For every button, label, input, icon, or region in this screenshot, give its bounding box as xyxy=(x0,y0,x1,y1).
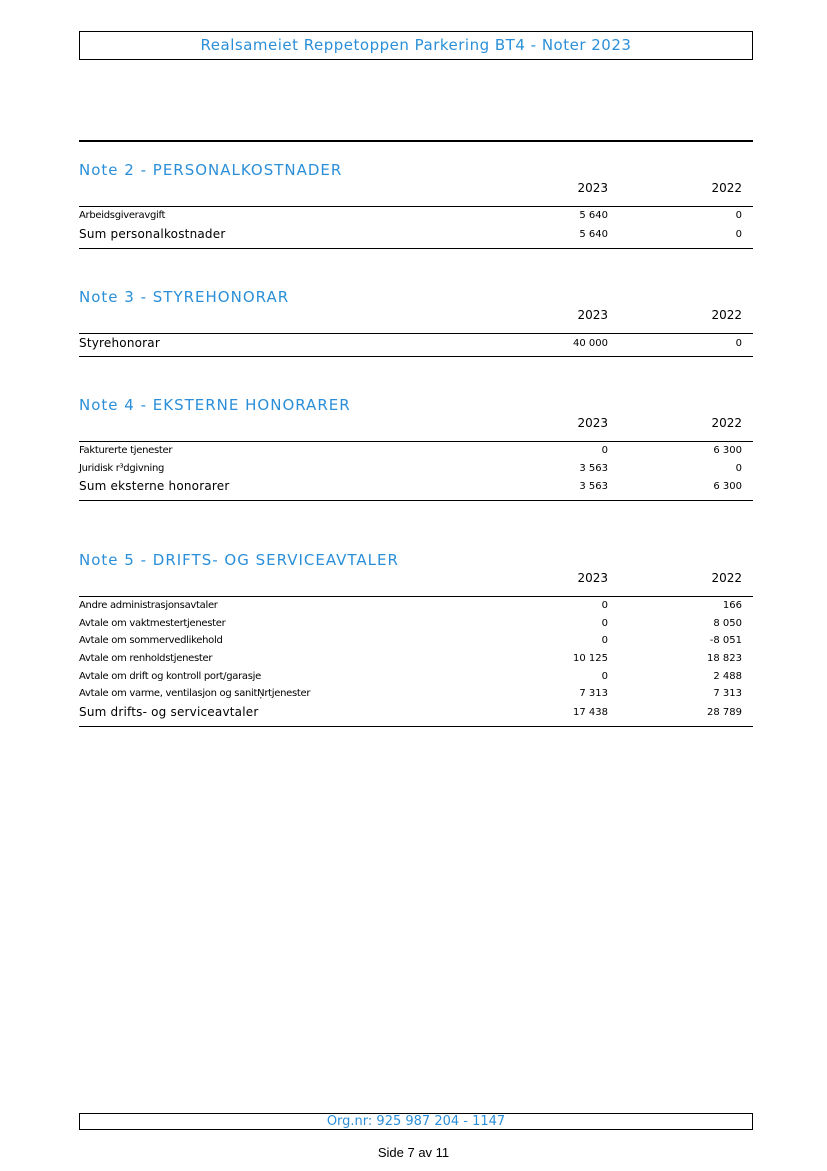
row-value-2022: 6 300 xyxy=(713,445,742,456)
table-bottom-rule xyxy=(79,248,753,249)
table-row xyxy=(79,597,753,615)
org-number-footer: Org.nr: 925 987 204 - 1147 xyxy=(79,1113,753,1130)
row-value-2023: 3 563 xyxy=(579,481,608,493)
table-sum-row xyxy=(79,703,753,722)
table-row xyxy=(79,650,753,668)
year-previous: 2022 xyxy=(711,308,742,322)
row-label: Styrehonorar xyxy=(79,336,160,350)
row-value-2023: 0 xyxy=(601,635,608,647)
note-title: Note 2 - PERSONALKOSTNADER xyxy=(79,161,343,179)
row-value-2022: 0 xyxy=(735,462,742,474)
row-value-2022: 166 xyxy=(722,600,742,611)
note-title: Note 3 - STYREHONORAR xyxy=(79,288,290,306)
table-bottom-rule xyxy=(79,500,753,501)
row-value-2023: 17 438 xyxy=(573,707,608,719)
note-personalkostnader xyxy=(79,160,753,249)
row-value-2023: 10 125 xyxy=(573,653,608,665)
table-bottom-rule xyxy=(79,356,753,357)
row-label: Avtale om renholdstjenester xyxy=(79,653,213,665)
row-value-2023: 0 xyxy=(601,600,608,611)
year-current: 2023 xyxy=(577,416,608,430)
year-previous: 2022 xyxy=(711,571,742,585)
row-value-2022: 8 050 xyxy=(713,617,742,629)
row-value-2023: 7 313 xyxy=(579,688,608,700)
table-sum-row xyxy=(79,225,753,244)
year-header xyxy=(79,305,753,325)
document-header: Realsameiet Reppetoppen Parkering BT4 - Noter 2023 xyxy=(79,31,753,60)
row-value-2023: 0 xyxy=(601,670,608,682)
row-value-2022: 7 313 xyxy=(713,688,742,700)
row-value-2022: 0 xyxy=(735,338,742,349)
year-current: 2023 xyxy=(577,181,608,195)
header-divider xyxy=(79,140,753,142)
year-previous: 2022 xyxy=(711,181,742,195)
table-row xyxy=(79,615,753,633)
row-value-2023: 40 000 xyxy=(573,338,608,349)
year-current: 2023 xyxy=(577,308,608,322)
table-row xyxy=(79,668,753,686)
table-sum-row xyxy=(79,334,753,353)
row-value-2022: 0 xyxy=(735,210,742,221)
year-current: 2023 xyxy=(577,571,608,585)
row-value-2023: 5 640 xyxy=(579,210,608,221)
note-title: Note 4 - EKSTERNE HONORARER xyxy=(79,396,351,414)
table-sum-row xyxy=(79,477,753,496)
row-label: Avtale om varme, ventilasjon og sanitŅrtjenester xyxy=(79,688,311,700)
row-value-2022: 28 789 xyxy=(707,707,742,719)
row-label: Andre administrasjonsavtaler xyxy=(79,600,218,611)
row-value-2023: 0 xyxy=(601,445,608,456)
year-header xyxy=(79,413,753,433)
row-value-2022: 2 488 xyxy=(713,670,742,682)
note-drifts-og-serviceavtaler xyxy=(79,550,753,727)
row-value-2022: 0 xyxy=(735,228,742,240)
note-styrehonorar xyxy=(79,287,753,357)
row-label: Juridisk r³dgivning xyxy=(79,462,165,474)
row-label: Avtale om drift og kontroll port/garasje xyxy=(79,670,261,682)
table-row xyxy=(79,685,753,703)
row-value-2022: -8 051 xyxy=(709,635,742,647)
row-value-2023: 0 xyxy=(601,617,608,629)
row-value-2023: 3 563 xyxy=(579,462,608,474)
page-number: Side 7 av 11 xyxy=(377,1145,450,1160)
table-row xyxy=(79,442,753,460)
row-label: Sum drifts- og serviceavtaler xyxy=(79,705,259,720)
row-label: Sum eksterne honorarer xyxy=(79,479,230,494)
table-row xyxy=(79,632,753,650)
year-previous: 2022 xyxy=(711,416,742,430)
row-label: Arbeidsgiveravgift xyxy=(79,210,166,221)
row-value-2023: 5 640 xyxy=(579,228,608,240)
row-label: Fakturerte tjenester xyxy=(79,445,173,456)
row-label: Avtale om sommervedlikehold xyxy=(79,635,223,647)
table-row xyxy=(79,460,753,478)
year-header xyxy=(79,568,753,588)
year-header xyxy=(79,178,753,198)
table-bottom-rule xyxy=(79,726,753,727)
row-label: Avtale om vaktmestertjenester xyxy=(79,617,226,629)
row-label: Sum personalkostnader xyxy=(79,226,226,241)
row-value-2022: 18 823 xyxy=(707,653,742,665)
row-value-2022: 6 300 xyxy=(713,481,742,493)
note-eksterne-honorarer xyxy=(79,395,753,501)
table-row xyxy=(79,207,753,225)
note-title: Note 5 - DRIFTS- OG SERVICEAVTALER xyxy=(79,551,399,569)
